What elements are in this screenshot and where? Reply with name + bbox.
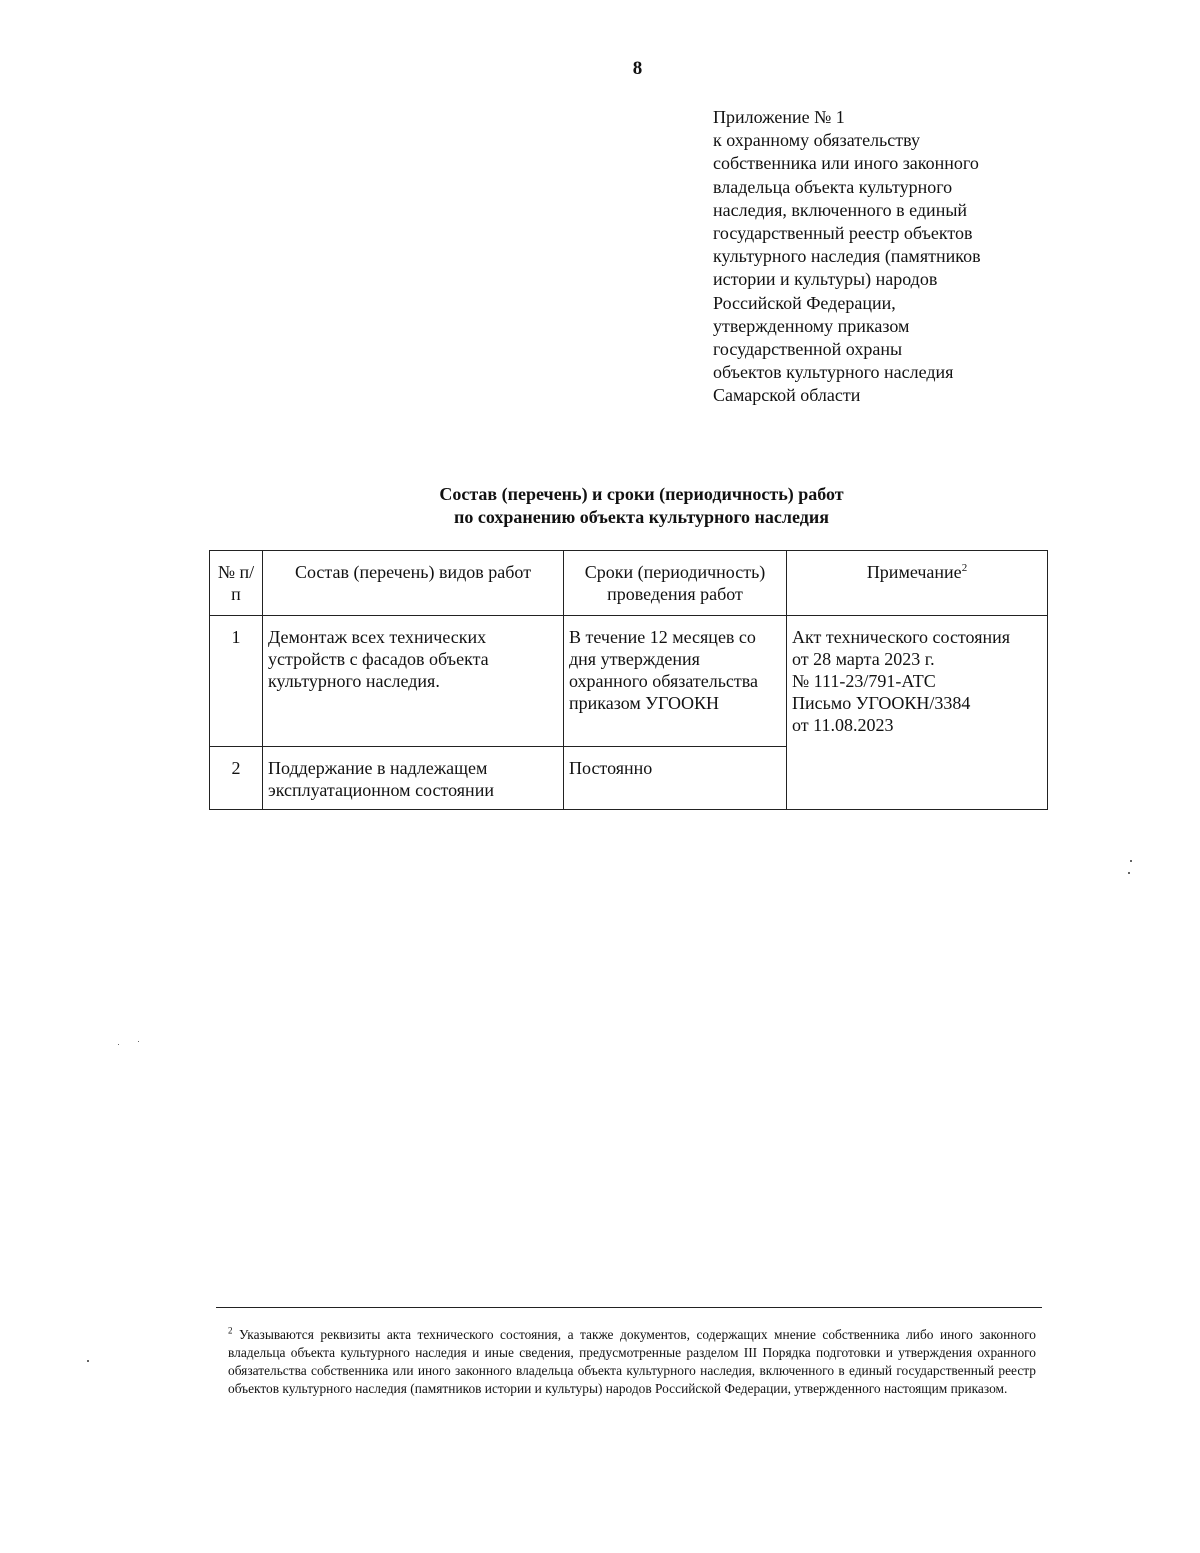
row-work: Демонтаж всех технических устройств с фасадов объекта культурного наследия. [263, 616, 564, 747]
footnote-mark: 2 [228, 1325, 233, 1336]
footnote-reference: 2 [961, 562, 968, 574]
scan-speck [118, 1044, 119, 1045]
note-line: от 11.08.2023 [792, 715, 894, 735]
note-line: № 111-23/791-АТС [792, 671, 936, 691]
row-term: Постоянно [564, 747, 787, 810]
appendix-line: к охранному обязательству [713, 130, 921, 151]
appendix-heading [713, 106, 1173, 408]
header-note [787, 551, 1048, 616]
page-number: 8 [632, 58, 643, 79]
appendix-line: Приложение № 1 [713, 107, 845, 127]
appendix-line: объектов культурного наследия [713, 362, 954, 383]
appendix-line: государственной охраны [713, 339, 903, 360]
table-header-row [210, 551, 1048, 616]
footnote-text: Указываются реквизиты акта технического состояния, а также документов, содержащих мнение собственника либо иного законного владельца объекта культурного наследия и иные сведения, предусмотренные разделом III Порядка подготовки и утверждения охранного обязательства собственника или иного законного владельца объекта культурного наследия, включенного в единый государственный реестр объектов культурного наследия (памятников истории и культуры) народов Российской Федерации, утвержденного настоящим приказом. [228, 1327, 1036, 1396]
footnote-separator [216, 1307, 1042, 1308]
appendix-line: Российской Федерации, [713, 292, 896, 313]
appendix-line: Самарской области [713, 385, 861, 406]
appendix-line: культурного наследия (памятников [713, 246, 981, 267]
row-note [787, 616, 1048, 810]
appendix-line: утвержденному приказом [713, 315, 910, 336]
row-work: Поддержание в надлежащем эксплуатационном состоянии [263, 747, 564, 810]
appendix-line: истории и культуры) народов [713, 269, 938, 290]
scan-speck [138, 1041, 139, 1042]
row-number: 1 [210, 616, 263, 747]
title-line: по сохранению объекта культурного наследия [454, 507, 829, 527]
appendix-line: собственника или иного законного [713, 153, 979, 174]
row-number: 2 [210, 747, 263, 810]
note-line: от 28 марта 2023 г. [792, 649, 935, 669]
scan-speck [1130, 860, 1132, 862]
header-note-label: Примечание [866, 562, 962, 582]
header-terms: Сроки (периодичность) проведения работ [564, 551, 787, 616]
scan-speck [87, 1360, 89, 1362]
table-row [210, 616, 1048, 747]
document-title [0, 483, 1200, 529]
row-term: В течение 12 месяцев со дня утверждения охранного обязательства приказом УГООКН [564, 616, 787, 747]
title-line: Состав (перечень) и сроки (периодичность) работ [439, 484, 844, 504]
works-table [209, 550, 1048, 810]
appendix-line: наследия, включенного в единый [713, 199, 968, 220]
appendix-line: государственный реестр объектов [713, 223, 973, 244]
note-line: Акт технического состояния [792, 627, 1011, 647]
note-line: Письмо УГООКН/3384 [792, 693, 971, 713]
scan-speck [1128, 872, 1130, 874]
footnote [228, 1326, 1036, 1398]
header-number: № п/п [210, 551, 263, 616]
appendix-line: владельца объекта культурного [713, 176, 953, 197]
header-work-list: Состав (перечень) видов работ [263, 551, 564, 616]
